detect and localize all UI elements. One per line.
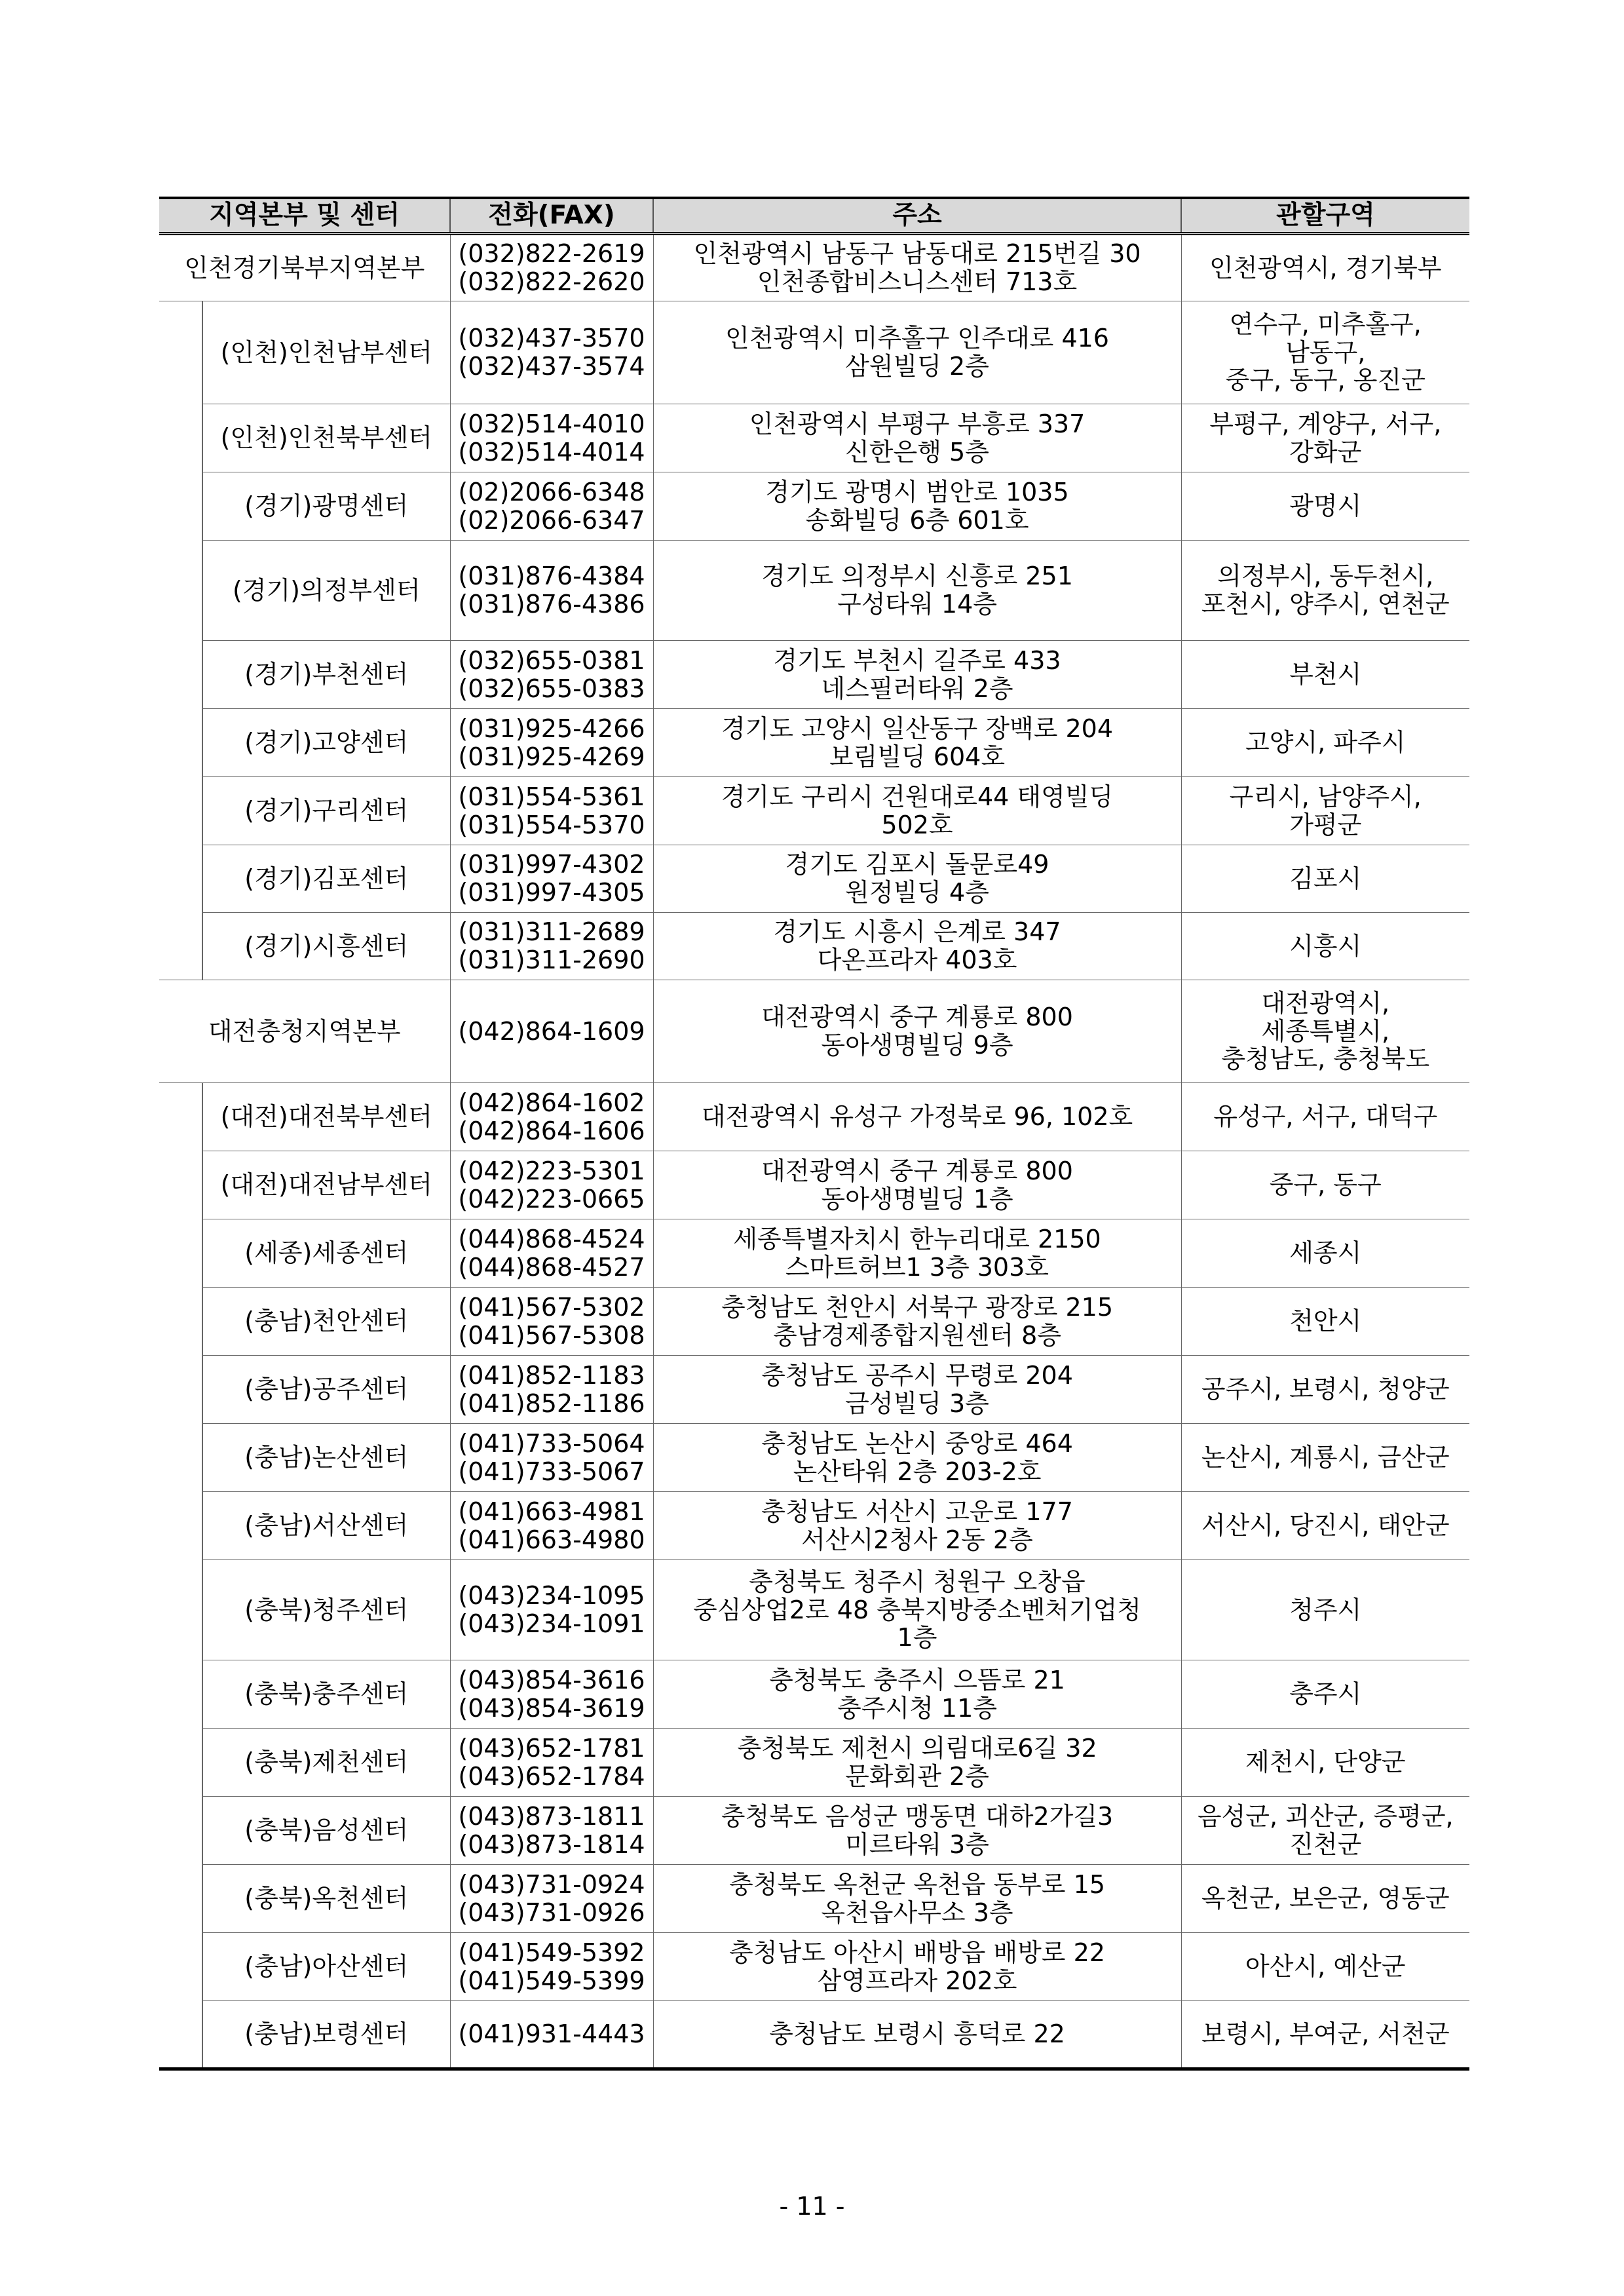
phone-line: (043)854-3616 bbox=[458, 1665, 645, 1694]
address-line: 충청남도 공주시 무령로 204 bbox=[761, 1360, 1073, 1390]
area-cell bbox=[1181, 472, 1469, 541]
center-name: (경기)부천센터 bbox=[202, 641, 450, 709]
address-line: 충남경제종합지원센터 8층 bbox=[772, 1320, 1062, 1350]
center-row bbox=[159, 472, 1469, 541]
phone-line: (042)223-5301 bbox=[458, 1156, 645, 1185]
phone-cell bbox=[450, 709, 653, 777]
address-cell bbox=[653, 541, 1181, 641]
phone-cell bbox=[450, 1729, 653, 1797]
phone-line: (041)549-5399 bbox=[458, 1966, 645, 1995]
address-cell bbox=[653, 1083, 1181, 1151]
area-line: 고양시, 파주시 bbox=[1245, 728, 1406, 757]
address-line: 원정빌딩 4층 bbox=[845, 878, 989, 907]
phone-line: (041)852-1186 bbox=[458, 1388, 645, 1418]
address-line: 인천광역시 부평구 부흥로 337 bbox=[749, 409, 1086, 438]
phone-line: (043)652-1781 bbox=[458, 1733, 645, 1763]
address-line: 세종특별자치시 한누리대로 2150 bbox=[733, 1224, 1101, 1253]
address-line: 논산타워 2층 203-2호 bbox=[793, 1457, 1042, 1486]
phone-line: (032)514-4014 bbox=[458, 437, 645, 467]
center-row bbox=[159, 1660, 1469, 1729]
center-name: (세종)세종센터 bbox=[202, 1219, 450, 1288]
center-name: (경기)구리센터 bbox=[202, 777, 450, 845]
indent-column bbox=[159, 301, 202, 980]
area-line: 충청남도, 충청북도 bbox=[1221, 1044, 1430, 1074]
center-row bbox=[159, 1356, 1469, 1424]
address-line: 대전광역시 유성구 가정북로 96, 102호 bbox=[701, 1102, 1133, 1132]
address-cell bbox=[653, 709, 1181, 777]
address-line: 충청북도 청주시 청원구 오창읍 bbox=[749, 1567, 1086, 1597]
center-name: (인천)인천남부센터 bbox=[202, 301, 450, 404]
area-line: 중구, 동구 bbox=[1269, 1170, 1382, 1200]
phone-line: (031)554-5370 bbox=[458, 810, 645, 839]
area-cell bbox=[1181, 1151, 1469, 1219]
address-line: 충주시청 11층 bbox=[837, 1693, 997, 1723]
header-address: 주소 bbox=[653, 198, 1181, 234]
phone-cell bbox=[450, 980, 653, 1083]
area-cell bbox=[1181, 1424, 1469, 1492]
center-name: (충북)옥천센터 bbox=[202, 1865, 450, 1933]
address-cell bbox=[653, 913, 1181, 980]
phone-line: (032)514-4010 bbox=[458, 409, 645, 438]
area-line: 아산시, 예산군 bbox=[1245, 1952, 1406, 1981]
area-line: 인천광역시, 경기북부 bbox=[1209, 253, 1442, 282]
phone-line: (044)868-4527 bbox=[458, 1252, 645, 1282]
address-cell bbox=[653, 2001, 1181, 2069]
area-cell bbox=[1181, 1492, 1469, 1560]
phone-line: (041)549-5392 bbox=[458, 1938, 645, 1967]
address-cell bbox=[653, 404, 1181, 472]
address-line: 충청북도 음성군 맹동면 대하2가길3 bbox=[721, 1801, 1114, 1831]
center-name: (대전)대전남부센터 bbox=[202, 1151, 450, 1219]
area-line: 의정부시, 동두천시, bbox=[1217, 562, 1434, 591]
center-row bbox=[159, 2001, 1469, 2069]
address-line: 인천광역시 남동구 남동대로 215번길 30 bbox=[693, 239, 1141, 269]
phone-line: (041)733-5064 bbox=[458, 1428, 645, 1458]
phone-line: (042)864-1609 bbox=[458, 1016, 645, 1046]
area-cell bbox=[1181, 709, 1469, 777]
address-line: 충청남도 논산시 중앙로 464 bbox=[761, 1428, 1073, 1458]
address-line: 보림빌딩 604호 bbox=[829, 742, 1006, 771]
phone-line: (041)931-4443 bbox=[458, 2019, 645, 2049]
phone-line: (031)925-4266 bbox=[458, 714, 645, 743]
phone-cell bbox=[450, 1151, 653, 1219]
area-line: 논산시, 계룡시, 금산군 bbox=[1201, 1443, 1450, 1472]
area-cell bbox=[1181, 541, 1469, 641]
address-line: 경기도 고양시 일산동구 장백로 204 bbox=[721, 714, 1114, 743]
address-line: 충청남도 천안시 서북구 광장로 215 bbox=[721, 1292, 1114, 1322]
phone-line: (042)223-0665 bbox=[458, 1184, 645, 1214]
address-cell bbox=[653, 301, 1181, 404]
area-cell bbox=[1181, 1729, 1469, 1797]
area-line: 연수구, 미추홀구, bbox=[1229, 310, 1422, 339]
center-row bbox=[159, 1933, 1469, 2001]
area-line: 청주시 bbox=[1289, 1595, 1362, 1624]
address-line: 경기도 시흥시 은계로 347 bbox=[773, 917, 1061, 947]
table-body bbox=[159, 234, 1469, 2069]
address-line: 경기도 구리시 건원대로44 태영빌딩 bbox=[721, 782, 1114, 811]
area-line: 부천시 bbox=[1289, 660, 1362, 689]
phone-line: (041)852-1183 bbox=[458, 1360, 645, 1390]
area-line: 유성구, 서구, 대덕구 bbox=[1213, 1102, 1438, 1132]
center-name: (충남)서산센터 bbox=[202, 1492, 450, 1560]
center-name: (충북)음성센터 bbox=[202, 1797, 450, 1865]
phone-line: (043)854-3619 bbox=[458, 1693, 645, 1723]
address-line: 경기도 김포시 돌문로49 bbox=[785, 850, 1049, 879]
center-name: (충북)제천센터 bbox=[202, 1729, 450, 1797]
hq-row bbox=[159, 980, 1469, 1083]
address-cell bbox=[653, 1560, 1181, 1660]
area-cell bbox=[1181, 1865, 1469, 1933]
area-cell bbox=[1181, 1933, 1469, 2001]
address-cell bbox=[653, 1288, 1181, 1356]
phone-line: (044)868-4524 bbox=[458, 1224, 645, 1253]
address-line: 서산시2청사 2동 2층 bbox=[801, 1525, 1033, 1554]
address-line: 인천종합비스니스센터 713호 bbox=[757, 267, 1078, 296]
phone-line: (041)733-5067 bbox=[458, 1457, 645, 1486]
phone-cell bbox=[450, 472, 653, 541]
address-cell bbox=[653, 845, 1181, 913]
center-row bbox=[159, 845, 1469, 913]
center-name: (충북)충주센터 bbox=[202, 1660, 450, 1729]
area-line: 김포시 bbox=[1289, 864, 1362, 893]
address-line: 인천광역시 미추홀구 인주대로 416 bbox=[725, 324, 1109, 353]
area-line: 세종시 bbox=[1289, 1238, 1362, 1268]
address-cell bbox=[653, 234, 1181, 301]
area-cell bbox=[1181, 980, 1469, 1083]
phone-line: (043)731-0926 bbox=[458, 1898, 645, 1927]
phone-line: (032)437-3574 bbox=[458, 352, 645, 381]
area-cell bbox=[1181, 234, 1469, 301]
center-name: (충남)논산센터 bbox=[202, 1424, 450, 1492]
address-line: 경기도 부천시 길주로 433 bbox=[773, 645, 1061, 675]
address-cell bbox=[653, 1797, 1181, 1865]
center-row bbox=[159, 777, 1469, 845]
phone-cell bbox=[450, 845, 653, 913]
area-line: 가평군 bbox=[1289, 810, 1362, 839]
address-line: 중심상업2로 48 충북지방중소벤처기업청 bbox=[692, 1595, 1142, 1624]
table-header-row bbox=[159, 198, 1469, 234]
phone-line: (031)311-2689 bbox=[458, 917, 645, 947]
phone-cell bbox=[450, 1865, 653, 1933]
area-cell bbox=[1181, 1797, 1469, 1865]
phone-line: (041)663-4981 bbox=[458, 1497, 645, 1526]
phone-line: (041)663-4980 bbox=[458, 1525, 645, 1554]
address-line: 삼영프라자 202호 bbox=[817, 1966, 1017, 1995]
area-line: 천안시 bbox=[1289, 1307, 1362, 1336]
area-line: 충주시 bbox=[1289, 1679, 1362, 1709]
area-line: 시흥시 bbox=[1289, 931, 1362, 961]
area-cell bbox=[1181, 845, 1469, 913]
phone-line: (031)997-4302 bbox=[458, 850, 645, 879]
phone-line: (032)822-2620 bbox=[458, 267, 645, 296]
phone-cell bbox=[450, 1356, 653, 1424]
phone-line: (043)234-1095 bbox=[458, 1581, 645, 1611]
phone-line: (042)864-1606 bbox=[458, 1116, 645, 1145]
area-cell bbox=[1181, 1560, 1469, 1660]
area-cell bbox=[1181, 641, 1469, 709]
area-cell bbox=[1181, 1219, 1469, 1288]
center-row bbox=[159, 1151, 1469, 1219]
header-center: 지역본부 및 센터 bbox=[159, 198, 450, 234]
address-line: 대전광역시 중구 계룡로 800 bbox=[761, 1003, 1073, 1032]
address-line: 충청북도 충주시 으뜸로 21 bbox=[769, 1665, 1065, 1694]
address-cell bbox=[653, 1356, 1181, 1424]
phone-line: (043)873-1814 bbox=[458, 1829, 645, 1859]
phone-line: (043)731-0924 bbox=[458, 1869, 645, 1899]
center-row bbox=[159, 1083, 1469, 1151]
center-row bbox=[159, 301, 1469, 404]
address-line: 다온프라자 403호 bbox=[817, 946, 1017, 974]
address-line: 502호 bbox=[881, 810, 953, 839]
center-name: (경기)김포센터 bbox=[202, 845, 450, 913]
phone-cell bbox=[450, 1288, 653, 1356]
area-cell bbox=[1181, 1356, 1469, 1424]
address-line: 충청남도 보령시 흥덕로 22 bbox=[769, 2019, 1065, 2049]
address-cell bbox=[653, 641, 1181, 709]
area-line: 공주시, 보령시, 청양군 bbox=[1201, 1375, 1450, 1404]
page-number: - 11 - bbox=[779, 2192, 845, 2221]
address-line: 충청남도 아산시 배방읍 배방로 22 bbox=[729, 1938, 1105, 1967]
area-line: 대전광역시, bbox=[1261, 989, 1390, 1018]
address-line: 대전광역시 중구 계룡로 800 bbox=[761, 1156, 1073, 1185]
address-line: 동아생명빌딩 1층 bbox=[821, 1184, 1013, 1214]
phone-cell bbox=[450, 1219, 653, 1288]
center-row bbox=[159, 1424, 1469, 1492]
address-line: 동아생명빌딩 9층 bbox=[821, 1031, 1013, 1060]
phone-line: (032)655-0381 bbox=[458, 645, 645, 675]
area-line: 진천군 bbox=[1289, 1829, 1362, 1859]
center-name: (경기)시흥센터 bbox=[202, 913, 450, 980]
phone-line: (031)876-4386 bbox=[458, 590, 645, 619]
center-row bbox=[159, 641, 1469, 709]
area-line: 보령시, 부여군, 서천군 bbox=[1201, 2019, 1450, 2049]
center-name: (인천)인천북부센터 bbox=[202, 404, 450, 472]
phone-cell bbox=[450, 1492, 653, 1560]
area-cell bbox=[1181, 1288, 1469, 1356]
phone-cell bbox=[450, 1660, 653, 1729]
phone-cell bbox=[450, 1797, 653, 1865]
area-line: 서산시, 당진시, 태안군 bbox=[1201, 1511, 1450, 1540]
indent-column bbox=[159, 1083, 202, 2069]
address-line: 구성타워 14층 bbox=[837, 590, 997, 619]
phone-line: (02)2066-6347 bbox=[458, 505, 645, 535]
phone-cell bbox=[450, 2001, 653, 2069]
phone-line: (042)864-1602 bbox=[458, 1088, 645, 1117]
phone-cell bbox=[450, 1933, 653, 2001]
phone-line: (032)437-3570 bbox=[458, 324, 645, 353]
center-row bbox=[159, 1865, 1469, 1933]
address-cell bbox=[653, 472, 1181, 541]
area-line: 세종특별시, bbox=[1261, 1016, 1390, 1046]
address-line: 네스필러타워 2층 bbox=[821, 674, 1013, 703]
address-cell bbox=[653, 1933, 1181, 2001]
area-cell bbox=[1181, 301, 1469, 404]
center-row bbox=[159, 1797, 1469, 1865]
phone-cell bbox=[450, 777, 653, 845]
regional-center-directory-table bbox=[159, 197, 1469, 2071]
address-cell bbox=[653, 1151, 1181, 1219]
address-cell bbox=[653, 1660, 1181, 1729]
phone-line: (041)567-5302 bbox=[458, 1292, 645, 1322]
center-row bbox=[159, 1729, 1469, 1797]
area-cell bbox=[1181, 913, 1469, 980]
address-line: 미르타워 3층 bbox=[845, 1829, 989, 1859]
hq-name: 대전충청지역본부 bbox=[159, 980, 450, 1083]
center-name: (충북)청주센터 bbox=[202, 1560, 450, 1660]
address-cell bbox=[653, 1219, 1181, 1288]
center-row bbox=[159, 709, 1469, 777]
center-name: (경기)광명센터 bbox=[202, 472, 450, 541]
center-row bbox=[159, 1288, 1469, 1356]
header-area: 관할구역 bbox=[1181, 198, 1469, 234]
area-cell bbox=[1181, 1660, 1469, 1729]
center-row bbox=[159, 404, 1469, 472]
address-line: 1층 bbox=[897, 1623, 937, 1653]
header-phone: 전화(FAX) bbox=[450, 198, 653, 234]
hq-name: 인천경기북부지역본부 bbox=[159, 234, 450, 301]
phone-line: (031)925-4269 bbox=[458, 742, 645, 771]
address-cell bbox=[653, 1492, 1181, 1560]
area-cell bbox=[1181, 404, 1469, 472]
address-line: 신한은행 5층 bbox=[845, 437, 989, 467]
address-line: 문화회관 2층 bbox=[845, 1761, 989, 1791]
address-line: 옥천읍사무소 3층 bbox=[821, 1898, 1013, 1927]
phone-cell bbox=[450, 541, 653, 641]
center-row bbox=[159, 541, 1469, 641]
address-line: 삼원빌딩 2층 bbox=[845, 352, 989, 381]
center-name: (충남)보령센터 bbox=[202, 2001, 450, 2069]
address-line: 경기도 광명시 범안로 1035 bbox=[765, 477, 1069, 507]
center-row bbox=[159, 1219, 1469, 1288]
phone-line: (031)554-5361 bbox=[458, 782, 645, 811]
hq-row bbox=[159, 234, 1469, 301]
phone-cell bbox=[450, 1424, 653, 1492]
area-line: 중구, 동구, 옹진군 bbox=[1225, 366, 1426, 395]
phone-line: (031)997-4305 bbox=[458, 878, 645, 907]
address-line: 충청북도 제천시 의림대로6길 32 bbox=[737, 1733, 1097, 1763]
phone-cell bbox=[450, 1560, 653, 1660]
phone-line: (043)234-1091 bbox=[458, 1609, 645, 1638]
area-line: 포천시, 양주시, 연천군 bbox=[1201, 590, 1450, 619]
phone-line: (041)567-5308 bbox=[458, 1320, 645, 1350]
center-name: (대전)대전북부센터 bbox=[202, 1083, 450, 1151]
center-name: (경기)고양센터 bbox=[202, 709, 450, 777]
area-line: 제천시, 단양군 bbox=[1245, 1748, 1406, 1777]
area-line: 옥천군, 보은군, 영동군 bbox=[1201, 1884, 1450, 1913]
address-line: 충청북도 옥천군 옥천읍 동부로 15 bbox=[729, 1869, 1105, 1899]
phone-line: (031)876-4384 bbox=[458, 562, 645, 591]
address-cell bbox=[653, 1865, 1181, 1933]
address-line: 금성빌딩 3층 bbox=[845, 1388, 989, 1418]
address-line: 경기도 의정부시 신흥로 251 bbox=[761, 562, 1073, 591]
area-cell bbox=[1181, 2001, 1469, 2069]
phone-line: (043)873-1811 bbox=[458, 1801, 645, 1831]
center-name: (충남)공주센터 bbox=[202, 1356, 450, 1424]
area-cell bbox=[1181, 777, 1469, 845]
phone-cell bbox=[450, 404, 653, 472]
phone-cell bbox=[450, 234, 653, 301]
phone-cell bbox=[450, 301, 653, 404]
phone-line: (02)2066-6348 bbox=[458, 477, 645, 507]
area-cell bbox=[1181, 1083, 1469, 1151]
area-line: 구리시, 남양주시, bbox=[1229, 782, 1422, 811]
address-line: 스마트허브1 3층 303호 bbox=[785, 1252, 1049, 1282]
center-name: (충남)아산센터 bbox=[202, 1933, 450, 2001]
phone-cell bbox=[450, 1083, 653, 1151]
address-cell bbox=[653, 980, 1181, 1083]
area-line: 음성군, 괴산군, 증평군, bbox=[1197, 1801, 1454, 1831]
area-line: 강화군 bbox=[1289, 437, 1362, 467]
phone-cell bbox=[450, 641, 653, 709]
address-cell bbox=[653, 1424, 1181, 1492]
address-line: 충청남도 서산시 고운로 177 bbox=[761, 1497, 1073, 1526]
phone-line: (031)311-2690 bbox=[458, 946, 645, 974]
center-row bbox=[159, 913, 1469, 980]
phone-line: (032)655-0383 bbox=[458, 674, 645, 703]
phone-line: (043)652-1784 bbox=[458, 1761, 645, 1791]
phone-cell bbox=[450, 913, 653, 980]
address-line: 송화빌딩 6층 601호 bbox=[805, 505, 1029, 535]
address-cell bbox=[653, 777, 1181, 845]
area-line: 광명시 bbox=[1289, 491, 1362, 521]
area-line: 남동구, bbox=[1285, 337, 1366, 367]
center-name: (충남)천안센터 bbox=[202, 1288, 450, 1356]
address-cell bbox=[653, 1729, 1181, 1797]
phone-line: (032)822-2619 bbox=[458, 239, 645, 269]
center-row bbox=[159, 1560, 1469, 1660]
center-name: (경기)의정부센터 bbox=[202, 541, 450, 641]
center-row bbox=[159, 1492, 1469, 1560]
area-line: 부평구, 계양구, 서구, bbox=[1209, 409, 1442, 438]
